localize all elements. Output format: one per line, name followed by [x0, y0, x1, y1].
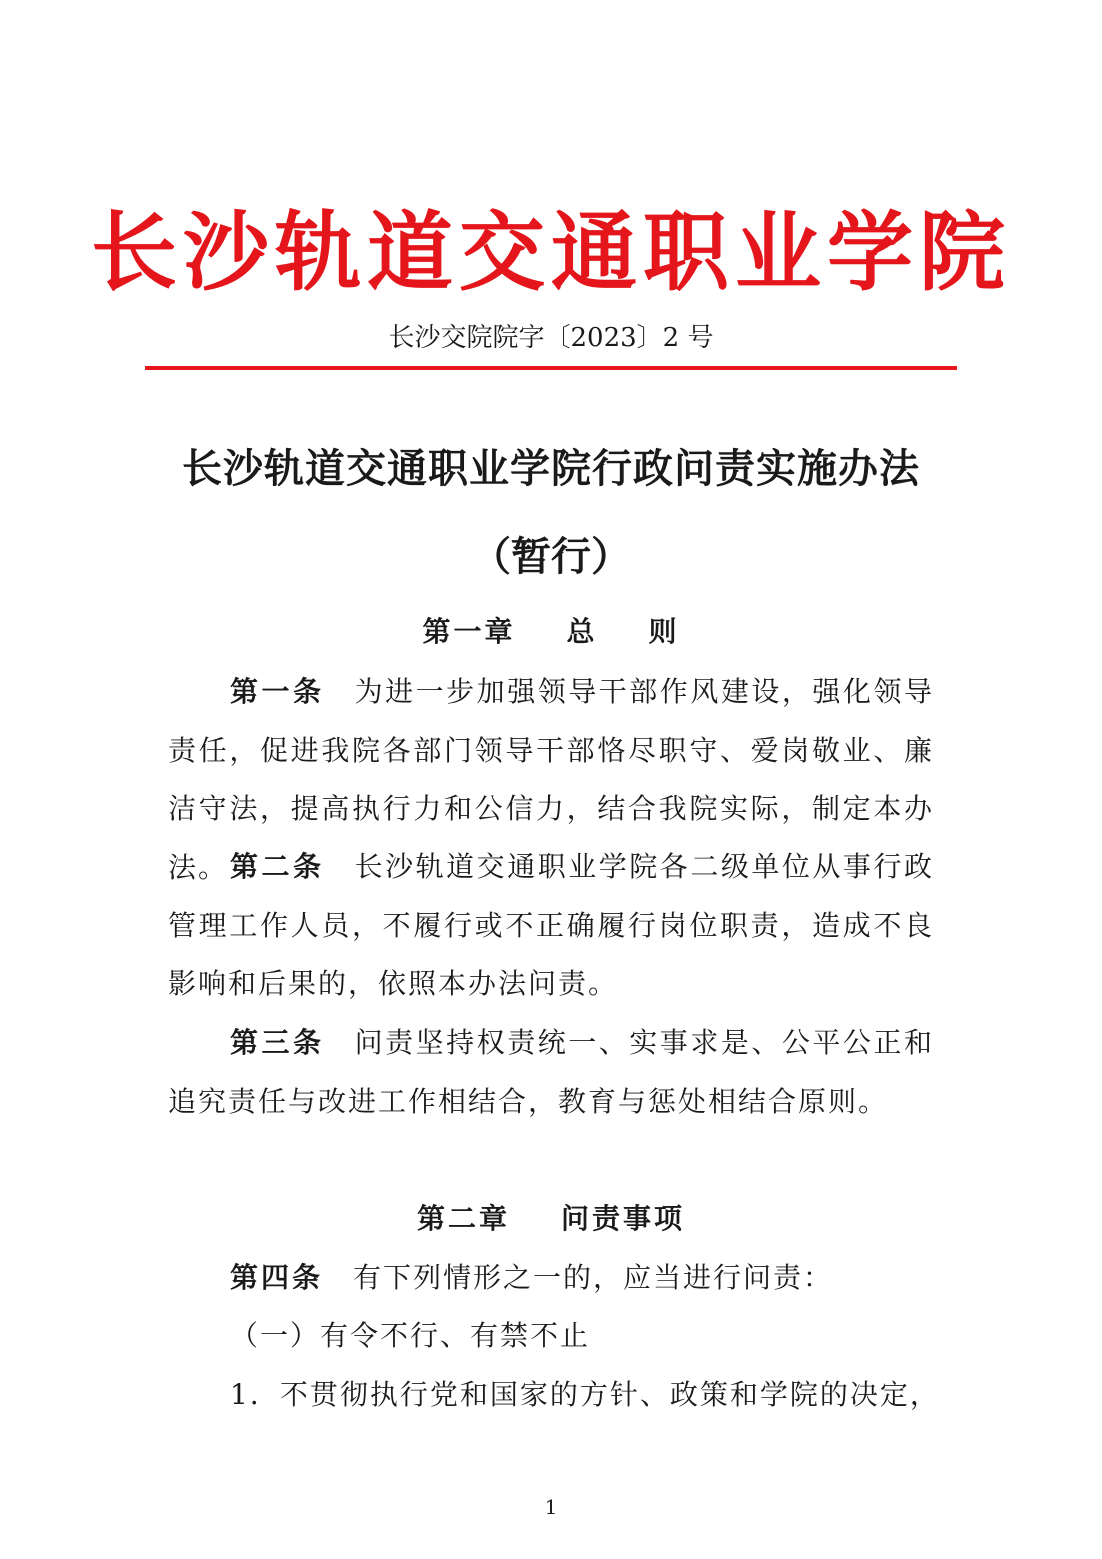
document-number: 长沙交院院字〔2023〕2 号	[388, 323, 714, 353]
item-1: （一）有令不行、有禁不止	[230, 1319, 591, 1352]
document-title: 长沙轨道交通职业学院行政问责实施办法	[182, 445, 920, 492]
article-2-lead: 第二条	[230, 850, 325, 883]
article-2	[168, 838, 934, 1014]
document-subtitle: （暂行）	[471, 533, 631, 580]
chapter-2-heading: 第二章 问责事项	[417, 1202, 685, 1235]
article-3	[168, 1014, 934, 1131]
red-divider	[145, 366, 957, 370]
article-4	[230, 1249, 934, 1307]
org-title: 长沙轨道交通职业学院	[91, 202, 1011, 303]
chapter-1-heading: 第一章 总 则	[422, 615, 680, 648]
item-1-1: 1．不贯彻执行党和国家的方针、政策和学院的决定，	[230, 1378, 940, 1411]
article-3-text: 问责坚持权责统一、实事求是、公平公正和追究责任与改进工作相结合，教育与惩处相结合原则。	[168, 1026, 934, 1118]
article-1-text: 为进一步加强领导干部作风建设，强化领导责任，促进我院各部门领导干部恪尽职守、爱岗敬业、廉洁守法，提高执行力和公信力，结合我院实际，制定本办法。	[168, 675, 934, 884]
article-4-lead: 第四条	[230, 1261, 324, 1294]
article-2-text: 长沙轨道交通职业学院各二级单位从事行政管理工作人员，不履行或不正确履行岗位职责，造成不良影响和后果的，依照本办法问责。	[168, 850, 934, 1000]
article-1-lead: 第一条	[230, 675, 325, 708]
article-3-lead: 第三条	[230, 1026, 325, 1059]
article-4-text: 有下列情形之一的，应当进行问责：	[353, 1261, 834, 1294]
page-number: 1	[544, 1495, 558, 1519]
